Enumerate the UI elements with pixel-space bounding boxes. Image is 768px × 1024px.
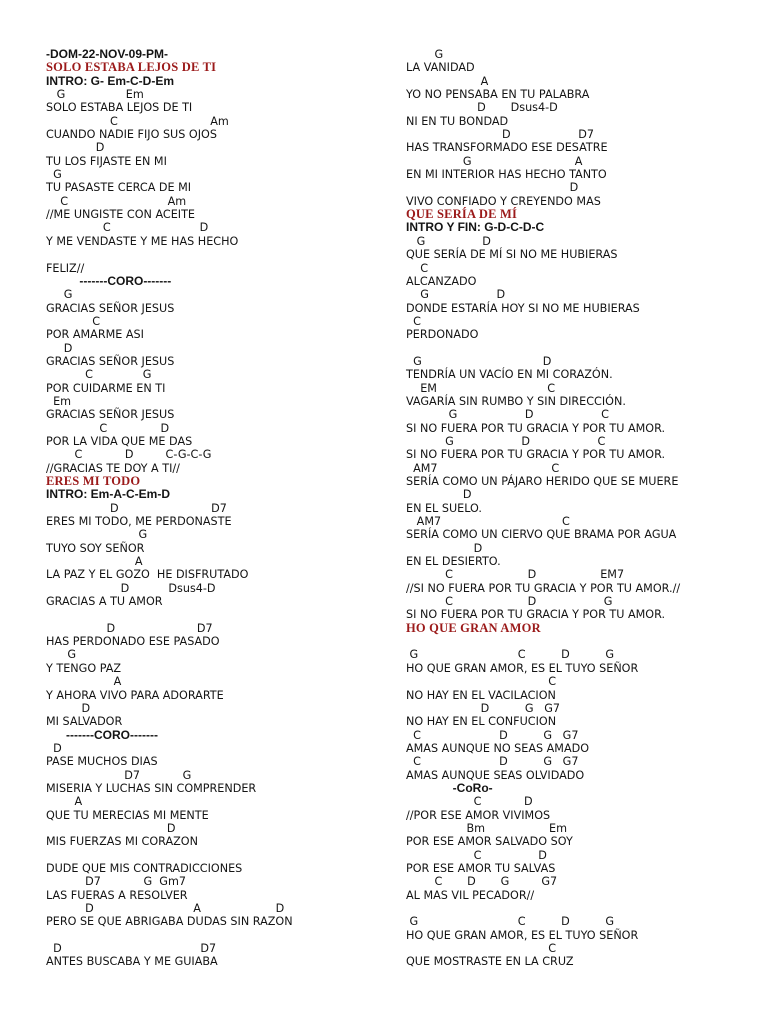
chord-line: C G bbox=[46, 368, 152, 382]
lyric-line: PERO SE QUE ABRIGABA DUDAS SIN RAZON bbox=[46, 915, 293, 929]
lyric-line: POR ESE AMOR TU SALVAS bbox=[406, 861, 556, 875]
lyric-line: EN EL SUELO. bbox=[406, 501, 482, 515]
section-label: -DOM-22-NOV-09-PM- bbox=[46, 47, 169, 61]
lyric-line: SI NO FUERA POR TU GRACIA Y POR TU AMOR. bbox=[406, 448, 666, 462]
lyric-line: GRACIAS SEÑOR JESUS bbox=[46, 354, 175, 368]
lyric-line: AMAS AUNQUE NO SEAS AMADO bbox=[406, 741, 590, 755]
chord-line: D bbox=[46, 821, 176, 835]
lyric-line: MISERIA Y LUCHAS SIN COMPRENDER bbox=[46, 781, 257, 795]
chord-line: A bbox=[46, 795, 83, 809]
chord-line: G D bbox=[406, 288, 506, 302]
chord-line: D7 G Gm7 bbox=[46, 875, 186, 889]
chord-line: C D bbox=[46, 221, 209, 235]
chord-line: D bbox=[46, 341, 73, 355]
lyric-line: SOLO ESTABA LEJOS DE TI bbox=[46, 101, 193, 115]
lyric-line: MIS FUERZAS MI CORAZON bbox=[46, 835, 198, 849]
lyric-line: NI EN TU BONDAD bbox=[406, 114, 509, 128]
lyric-line: Y TENGO PAZ bbox=[46, 661, 122, 675]
lyric-line: AL MAS VIL PECADOR// bbox=[406, 888, 535, 902]
lyric-line: POR AMARME ASI bbox=[46, 328, 144, 342]
blank-line bbox=[46, 248, 376, 261]
chord-line: D Dsus4-D bbox=[46, 581, 216, 595]
chord-line: C bbox=[406, 942, 557, 956]
lyric-line: NO HAY EN EL VACILACION bbox=[406, 688, 556, 702]
lyric-line: Y ME VENDASTE Y ME HAS HECHO bbox=[46, 234, 239, 248]
chord-line: G bbox=[406, 48, 444, 61]
section-label: -CoRo- bbox=[406, 780, 493, 795]
chord-line: C D bbox=[406, 795, 533, 809]
chord-line: C Am bbox=[46, 114, 229, 128]
left-column bbox=[46, 48, 376, 969]
lyric-line: SI NO FUERA POR TU GRACIA Y POR TU AMOR. bbox=[406, 421, 666, 435]
chord-line: G D C bbox=[406, 434, 606, 448]
lyric-line: EN MI INTERIOR HAS HECHO TANTO bbox=[406, 168, 607, 182]
chord-line: G bbox=[46, 648, 77, 662]
chord-line: C D G G7 bbox=[406, 755, 579, 769]
chord-line: G Em bbox=[46, 88, 144, 102]
chord-line: G D C bbox=[406, 408, 609, 422]
lyric-line: QUE TU MERECIAS MI MENTE bbox=[46, 808, 209, 822]
lyric-line: HO QUE GRAN AMOR, ES EL TUYO SEÑOR bbox=[406, 661, 639, 675]
song-title: HO QUE GRAN AMOR bbox=[406, 620, 541, 635]
lyric-line: ANTES BUSCABA Y ME GUIABA bbox=[46, 955, 218, 969]
chord-line: D bbox=[406, 488, 472, 502]
lyric-line: TENDRÍA UN VACÍO EN MI CORAZÓN. bbox=[406, 368, 613, 382]
lyric-line: TU LOS FIJASTE EN MI bbox=[46, 154, 167, 168]
chord-line: C bbox=[406, 261, 429, 275]
section-label: INTRO: G- Em-C-D-Em bbox=[46, 73, 174, 88]
chord-line: D7 G bbox=[46, 768, 192, 782]
chord-line: D bbox=[46, 741, 62, 755]
lyric-line: POR LA VIDA QUE ME DAS bbox=[46, 434, 193, 448]
chord-line: D A D bbox=[46, 902, 285, 915]
chord-line: G bbox=[46, 528, 148, 542]
lyric-line: AMAS AUNQUE SEAS OLVIDADO bbox=[406, 768, 585, 782]
lyric-line: HAS TRANSFORMADO ESE DESATRE bbox=[406, 141, 608, 155]
chord-line: D Dsus4-D bbox=[406, 101, 558, 115]
right-column bbox=[406, 48, 756, 969]
lyric-line: VAGARÍA SIN RUMBO Y SIN DIRECCIÓN. bbox=[406, 394, 626, 408]
chord-line: G D bbox=[406, 354, 552, 368]
chord-line: D G G7 bbox=[406, 701, 560, 715]
lyric-line: GRACIAS SEÑOR JESUS bbox=[46, 301, 175, 315]
chord-line: Bm Em bbox=[406, 821, 568, 835]
lyric-line: PASE MUCHOS DIAS bbox=[46, 755, 158, 769]
chord-line: C bbox=[406, 314, 421, 328]
chord-line: D D7 bbox=[46, 501, 227, 515]
lyric-line: LA PAZ Y EL GOZO HE DISFRUTADO bbox=[46, 568, 249, 582]
chord-line: C bbox=[406, 675, 557, 689]
chord-line: C D bbox=[46, 421, 170, 435]
blank-line bbox=[46, 929, 376, 942]
chord-line: C D G G7 bbox=[406, 875, 558, 889]
lyric-line: HAS PERDONADO ESE PASADO bbox=[46, 635, 220, 649]
chord-line: A bbox=[46, 555, 143, 569]
chord-line: AM7 C bbox=[406, 461, 560, 475]
lyric-line: SI NO FUERA POR TU GRACIA Y POR TU AMOR. bbox=[406, 608, 666, 622]
lyric-line: QUE MOSTRASTE EN LA CRUZ bbox=[406, 955, 574, 969]
chord-line: A bbox=[46, 675, 122, 689]
chord-line: Em bbox=[46, 394, 72, 408]
chord-line: G C D G bbox=[406, 648, 615, 662]
lyric-line: NO HAY EN EL CONFUCION bbox=[406, 715, 557, 729]
blank-line bbox=[406, 902, 756, 915]
blank-line bbox=[406, 635, 756, 648]
chord-line: A bbox=[406, 74, 489, 88]
lyric-line: HO QUE GRAN AMOR, ES EL TUYO SEÑOR bbox=[406, 928, 639, 942]
chord-line: AM7 C bbox=[406, 515, 570, 529]
chord-line: G bbox=[46, 288, 73, 302]
blank-line bbox=[46, 849, 376, 862]
lyric-line: CUANDO NADIE FIJO SUS OJOS bbox=[46, 128, 217, 142]
chord-line: D D7 bbox=[46, 942, 217, 956]
chord-line: EM C bbox=[406, 381, 555, 395]
lyric-line: DONDE ESTARÍA HOY SI NO ME HUBIERAS bbox=[406, 301, 640, 315]
lyric-line: POR CUIDARME EN TI bbox=[46, 381, 166, 395]
blank-line bbox=[46, 608, 376, 621]
lyric-line: FELIZ// bbox=[46, 261, 85, 275]
song-title: QUE SERÍA DE MÍ bbox=[406, 207, 518, 222]
section-label: INTRO: Em-A-C-Em-D bbox=[46, 487, 170, 502]
chord-line: D bbox=[406, 541, 483, 555]
lyric-line: MI SALVADOR bbox=[46, 715, 123, 729]
chord-line: G bbox=[46, 168, 62, 182]
section-label: INTRO Y FIN: G-D-C-D-C bbox=[406, 220, 545, 235]
lyric-line: PERDONADO bbox=[406, 328, 479, 342]
lyric-line: LAS FUERAS A RESOLVER bbox=[46, 888, 188, 902]
lyric-line: YO NO PENSABA EN TU PALABRA bbox=[406, 88, 590, 102]
lyric-line: LA VANIDAD bbox=[406, 61, 475, 75]
chord-line: C D bbox=[406, 848, 547, 862]
chord-line: D bbox=[406, 181, 579, 195]
lyric-line: //POR ESE AMOR VIVIMOS bbox=[406, 808, 551, 822]
chord-line: C D G G7 bbox=[406, 728, 579, 742]
lyric-line: //ME UNGISTE CON ACEITE bbox=[46, 208, 195, 222]
chord-line: D D7 bbox=[46, 621, 213, 635]
song-title: ERES MI TODO bbox=[46, 474, 141, 488]
lyric-line: //SI NO FUERA POR TU GRACIA Y POR TU AMOR.// bbox=[406, 581, 681, 595]
lyric-line: TU PASASTE CERCA DE MI bbox=[46, 181, 192, 195]
section-label: -------CORO------- bbox=[46, 727, 158, 742]
section-label: -------CORO------- bbox=[46, 273, 172, 288]
chord-line: C Am bbox=[46, 194, 187, 208]
chord-line: G C D G bbox=[406, 915, 615, 929]
chord-line: C D EM7 bbox=[406, 568, 625, 582]
lyric-line: QUE SERÍA DE MÍ SI NO ME HUBIERAS bbox=[406, 248, 618, 262]
chord-line: C bbox=[46, 314, 101, 328]
lyric-line: EN EL DESIERTO. bbox=[406, 555, 501, 569]
lyric-line: //GRACIAS TE DOY A TI// bbox=[46, 461, 180, 475]
chord-line: C D G bbox=[406, 595, 613, 609]
chord-line: D bbox=[46, 701, 91, 715]
lyric-line: DUDE QUE MIS CONTRADICCIONES bbox=[46, 861, 243, 875]
lyric-line: ERES MI TODO, ME PERDONASTE bbox=[46, 515, 232, 529]
lyric-line: SERÍA COMO UN CIERVO QUE BRAMA POR AGUA bbox=[406, 528, 677, 542]
chord-line: D bbox=[46, 141, 105, 155]
lyric-line: SERÍA COMO UN PÁJARO HERIDO QUE SE MUERE bbox=[406, 475, 679, 488]
lyric-line: POR ESE AMOR SALVADO SOY bbox=[406, 835, 573, 849]
song-title: SOLO ESTABA LEJOS DE TI bbox=[46, 60, 217, 75]
lyric-line: TUYO SOY SEÑOR bbox=[46, 541, 145, 555]
chord-line: C D C-G-C-G bbox=[46, 448, 212, 462]
chord-line: D D7 bbox=[406, 128, 594, 142]
lyric-line: ALCANZADO bbox=[406, 274, 477, 288]
chord-line: G D bbox=[406, 234, 491, 248]
lyric-line: Y AHORA VIVO PARA ADORARTE bbox=[46, 688, 224, 702]
lyric-line: GRACIAS SEÑOR JESUS bbox=[46, 408, 175, 422]
lyric-line: GRACIAS A TU AMOR bbox=[46, 595, 163, 609]
blank-line bbox=[406, 342, 756, 355]
chord-line: G A bbox=[406, 154, 583, 168]
lyric-line: VIVO CONFIADO Y CREYENDO MAS bbox=[406, 194, 601, 208]
